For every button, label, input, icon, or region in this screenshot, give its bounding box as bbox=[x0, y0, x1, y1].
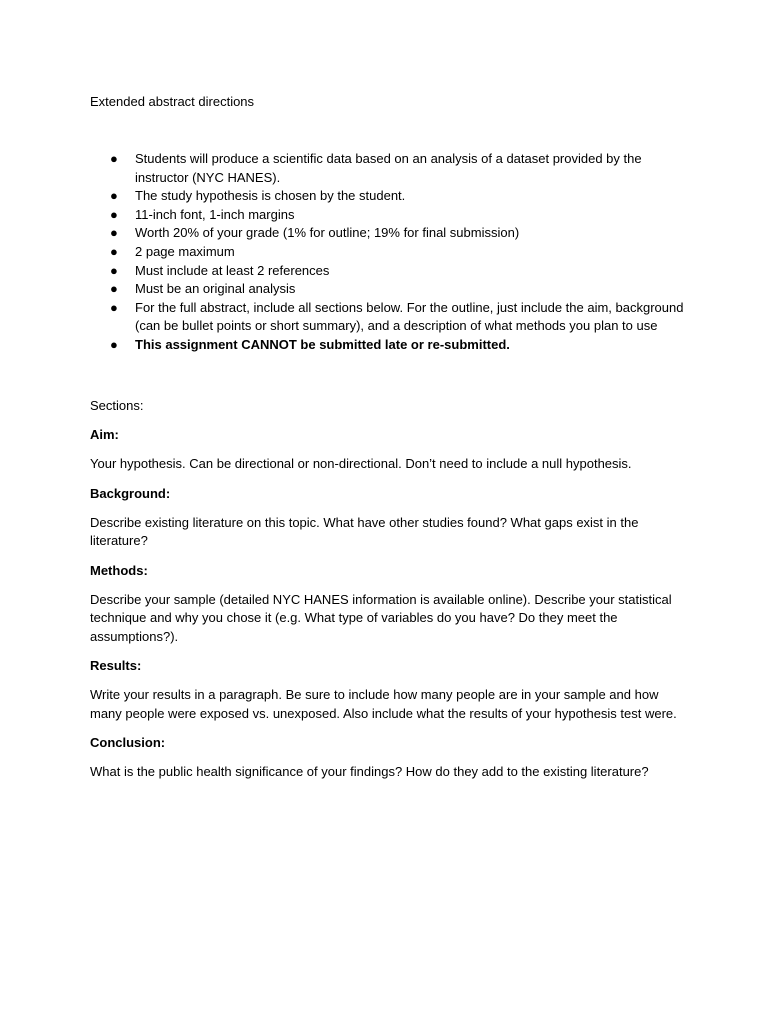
list-item-text: 11-inch font, 1-inch margins bbox=[135, 206, 295, 222]
bullet-icon: ● bbox=[110, 243, 118, 259]
list-item-text: Students will produce a scientific data based on an analysis of a dataset provided by the instructor (NYC HANES). bbox=[135, 151, 642, 185]
bullet-icon: ● bbox=[110, 225, 118, 241]
section-methods bbox=[90, 562, 680, 647]
section-heading: Background: bbox=[90, 485, 171, 501]
section-body: Your hypothesis. Can be directional or non-directional. Don’t need to include a null hypothesis. bbox=[90, 456, 632, 472]
section-aim bbox=[90, 426, 680, 474]
list-item bbox=[90, 206, 690, 225]
document-title: Extended abstract directions bbox=[90, 94, 255, 109]
list-item-text: The study hypothesis is chosen by the student. bbox=[135, 188, 406, 204]
section-heading: Aim: bbox=[90, 427, 119, 443]
list-item-text: Worth 20% of your grade (1% for outline; 19% for final submission) bbox=[135, 225, 520, 241]
section-body: Write your results in a paragraph. Be sure to include how many people are in your sample and how many people were exposed vs. unexposed. Also include what the results of your hypothesis test were. bbox=[90, 687, 677, 721]
section-background bbox=[90, 485, 680, 551]
list-item-text: Must be an original analysis bbox=[135, 281, 296, 297]
list-item-text: 2 page maximum bbox=[135, 243, 235, 259]
bullet-icon: ● bbox=[110, 336, 118, 352]
section-body: Describe your sample (detailed NYC HANES information is available online). Describe your statistical technique and why you chose it (e.g. What type of variables do you have? Do they meet the assumptions?). bbox=[90, 591, 672, 644]
bullet-icon: ● bbox=[110, 206, 118, 222]
section-conclusion bbox=[90, 734, 680, 782]
bullet-icon: ● bbox=[110, 299, 118, 315]
bullet-icon: ● bbox=[110, 188, 118, 204]
list-item bbox=[90, 280, 690, 299]
list-item-text: Must include at least 2 references bbox=[135, 262, 330, 278]
bullet-icon: ● bbox=[110, 281, 118, 297]
section-results bbox=[90, 657, 680, 723]
section-body: What is the public health significance of your findings? How do they add to the existing literature? bbox=[90, 764, 649, 780]
list-item bbox=[90, 224, 690, 243]
bullet-icon: ● bbox=[110, 262, 118, 278]
bullet-icon: ● bbox=[110, 151, 118, 166]
section-heading: Results: bbox=[90, 658, 142, 674]
list-item bbox=[90, 299, 690, 336]
list-item-text: For the full abstract, include all sections below. For the outline, just include the aim, background (can be bullet points or short summary), and a description of what methods you plan to use bbox=[135, 299, 684, 334]
sections-label: Sections: bbox=[90, 398, 144, 413]
list-item bbox=[90, 187, 690, 206]
list-item bbox=[90, 243, 690, 262]
list-item-warning bbox=[90, 336, 690, 355]
section-heading: Methods: bbox=[90, 562, 148, 578]
sections-block bbox=[90, 397, 680, 792]
list-item-text: This assignment CANNOT be submitted late or re-submitted. bbox=[135, 336, 510, 352]
section-heading: Conclusion: bbox=[90, 735, 166, 751]
section-body: Describe existing literature on this topic. What have other studies found? What gaps exist in the literature? bbox=[90, 514, 639, 549]
list-item bbox=[90, 262, 690, 281]
directions-list bbox=[90, 150, 690, 355]
list-item bbox=[90, 150, 690, 187]
